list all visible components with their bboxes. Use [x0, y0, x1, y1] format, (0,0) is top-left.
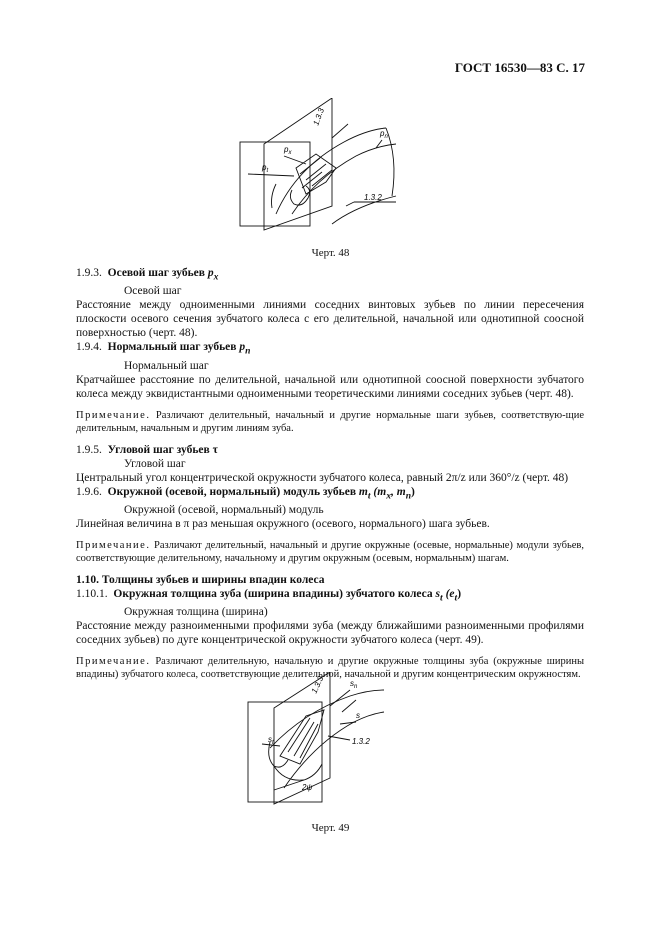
fig49-label-st: $s_t$ — [268, 735, 274, 746]
fig49-label-sn: $s_n$ — [350, 679, 358, 690]
section-1-10-1-synonym: Окружная толщина (ширина) — [124, 606, 268, 619]
section-1-9-4-definition: Кратчайшее расстояние по делительной, начальной или однотипной соосной поверхности зубчатого колеса между эквидистантными одноименными теоретическими линиями соседних зубьев (черт. 48). — [76, 373, 584, 400]
body-text — [76, 266, 584, 681]
section-1-10-title: 1.10. Толщины зубьев и ширины впадин колеса — [76, 573, 325, 586]
section-1-9-5-definition: Центральный угол концентрической окружности зубчатого колеса, равный 2π/z или 360°/z (черт. 48) — [76, 471, 569, 484]
section-1-9-5-title: 1.9.5. Угловой шаг зубьев τ — [76, 443, 218, 456]
figure-48-caption: Черт. 48 — [311, 247, 350, 259]
section-1-9-3-synonym: Осевой шаг — [124, 285, 182, 298]
section-1-9-6-synonym: Окружной (осевой, нормальный) модуль — [124, 503, 324, 516]
figure-48-drawing — [236, 98, 406, 234]
fig49-label-psi: 2ψ — [302, 783, 313, 792]
fig48-label-px: $p_x$ — [284, 145, 292, 156]
note-3: Примечание. Различают делительную, начальную и другие окружные толщины зуба (окружные ширины впадины) зубчатого колеса, соответствующие делительной, начальной и другим концентрическим окружностям. — [76, 656, 584, 681]
section-1-10-1-definition: Расстояние между разноименными профилями зуба (между ближайшими разноименными профилями соседних зубьев) по дуге концентрической окружности зубчатого колеса (черт. 49). — [76, 620, 584, 647]
section-1-9-4-synonym: Нормальный шаг — [124, 359, 209, 372]
fig48-label-132: 1.3.2 — [364, 193, 382, 202]
fig48-label-133: 1.3.3 — [311, 106, 326, 127]
figure-49-caption: Черт. 49 — [311, 822, 350, 834]
section-1-9-6-definition: Линейная величина в π раз меньшая окружного (осевого, нормального) шага зубьев. — [76, 517, 490, 530]
section-1-10-1-title: 1.10.1. Окружная толщина зуба (ширина впадины) зубчатого колеса $s_t$ $(e_t)$ — [76, 587, 462, 604]
section-1-9-5-synonym: Угловой шаг — [124, 457, 186, 470]
note-1: Примечание. Различают делительный, начальный и другие нормальные шаги зубьев, соответствую-щие делительным, начальным и другим линиям зуба. — [76, 409, 584, 434]
fig49-label-132: 1.3.2 — [352, 737, 370, 746]
fig49-label-s: s — [356, 711, 360, 720]
section-1-9-4-title: 1.9.4. Нормальный шаг зубьев $p_n$ — [76, 341, 251, 357]
section-1-9-3-title: 1.9.3. Осевой шаг зубьев $p_x$ — [76, 267, 219, 283]
page-header: ГОСТ 16530—83 С. 17 — [454, 60, 585, 75]
section-1-9-3-definition: Расстояние между одноименными линиями соседних винтовых зубьев по линии пересечения плоскости осевого сечения зубчатого колеса с его делительной, начальной или однотипной соосной поверхностью (черт. 48). — [76, 299, 584, 340]
figure-49-drawing — [244, 672, 390, 812]
fig48-label-pt: $p_t$ — [262, 163, 269, 174]
fig49-label-133: 1.3.3 — [309, 674, 326, 695]
note-2: Примечание. Различают делительный, начальный и другие окружные (осевые, нормальные) модули зубьев, соответствующие делительному, начальному и другим окружным (осевым, нормальным) шагам. — [76, 539, 584, 564]
section-1-9-6-title: 1.9.6. Окружной (осевой, нормальный) модуль зубьев $m_t$ ($m_x$, $m_n$) — [76, 485, 415, 501]
fig48-label-pn: $p_n$ — [380, 129, 388, 140]
